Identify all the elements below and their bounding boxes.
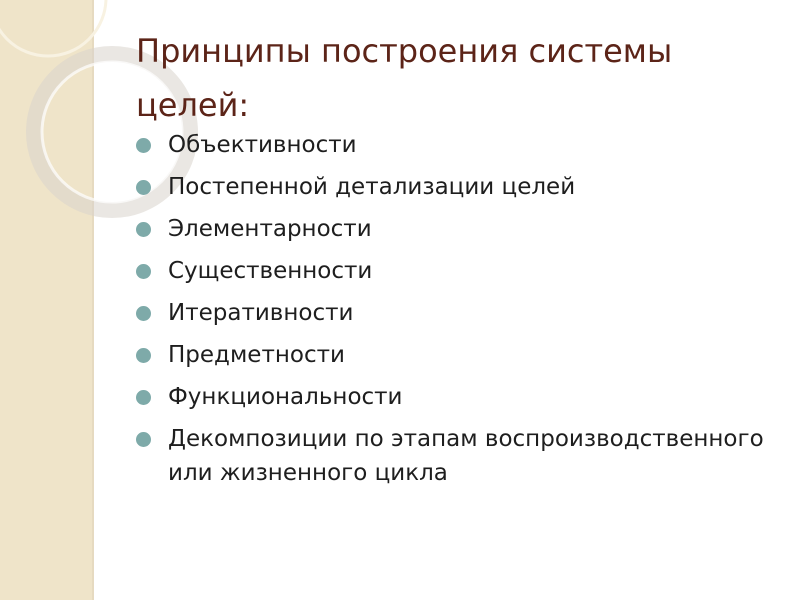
list-item	[136, 422, 776, 490]
bullet-list	[136, 128, 776, 498]
bullet-dot-icon	[136, 138, 151, 153]
list-item	[136, 338, 776, 372]
bullet-dot-icon	[136, 348, 151, 363]
bullet-dot-icon	[136, 180, 151, 195]
bullet-dot-icon	[136, 306, 151, 321]
list-item-text: Объективности	[168, 132, 357, 158]
list-item	[136, 296, 776, 330]
list-item-text: Постепенной детализации целей	[168, 174, 576, 200]
bullet-dot-icon	[136, 264, 151, 279]
list-item-text: Итеративности	[168, 300, 354, 326]
list-item-text: Существенности	[168, 258, 373, 284]
deco-circle-top	[0, 0, 106, 56]
list-item	[136, 254, 776, 288]
list-item	[136, 170, 776, 204]
list-item	[136, 212, 776, 246]
bullet-dot-icon	[136, 222, 151, 237]
bullet-dot-icon	[136, 432, 151, 447]
list-item-text: Элементарности	[168, 216, 372, 242]
bullet-dot-icon	[136, 390, 151, 405]
list-item-text: Функциональности	[168, 384, 403, 410]
list-item	[136, 128, 776, 162]
list-item-text: Предметности	[168, 342, 345, 368]
list-item	[136, 380, 776, 414]
slide-title: Принципы построения системы целей:	[136, 32, 673, 124]
list-item-text: Декомпозиции по этапам воспроизводственного или жизненного цикла	[168, 426, 764, 486]
